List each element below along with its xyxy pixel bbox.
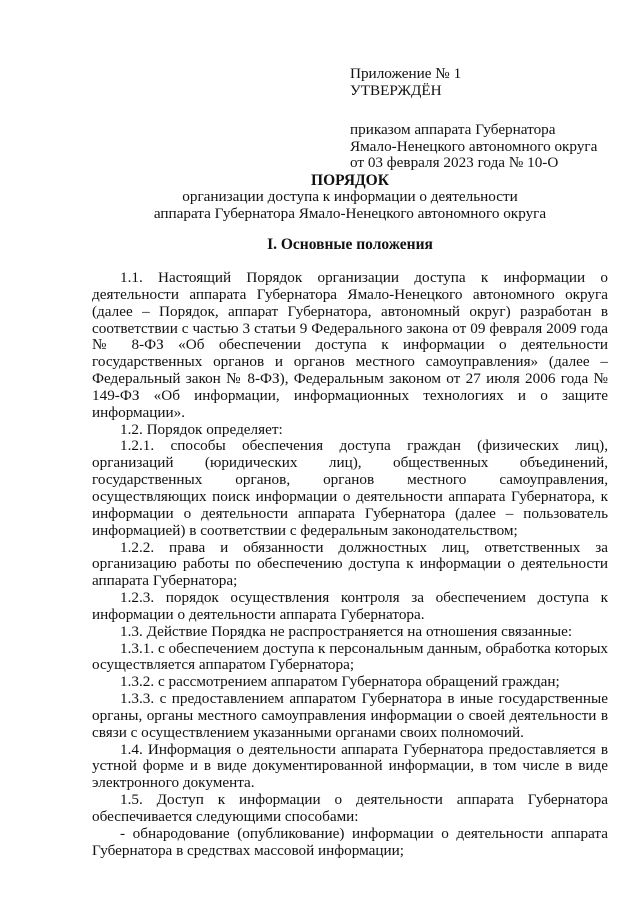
region-name: Ямало-Ненецкого автономного округа — [350, 137, 598, 155]
document-title-block — [0, 172, 640, 222]
paragraph-1-2: 1.2. Порядок определяет: — [120, 420, 283, 438]
approval-block — [350, 66, 630, 172]
paragraph-1-5: 1.5. Доступ к информации о деятельности аппарата Губернатора обеспечивается следующими способами: — [92, 791, 608, 825]
order-date: от 03 февраля 2023 года № 10-О — [350, 154, 559, 171]
document-subtitle-line1: организации доступа к информации о деятельности — [182, 188, 518, 205]
paragraph-1-3: 1.3. Действие Порядка не распространяется на отношения связанные: — [120, 622, 573, 640]
paragraph-1-5-item: - обнародование (опубликование) информации о деятельности аппарата Губернатора в средствах массовой информации; — [92, 824, 608, 859]
paragraph-1-3-2: 1.3.2. с рассмотрением аппаратом Губернатора обращений граждан; — [120, 673, 560, 691]
document-title: ПОРЯДОК — [311, 172, 389, 189]
paragraph-1-3-3: 1.3.3. с предоставлением аппаратом Губернатора в иные государственные органы, органы местного самоуправления информации о своей деятельности в связи с осуществлением указанными органами своих полномочий. — [92, 690, 608, 741]
order-reference: приказом аппарата Губернатора — [350, 121, 556, 138]
approved-label: УТВЕРЖДЁН — [350, 81, 442, 99]
paragraph-1-2-2: 1.2.2. права и обязанности должностных лиц, ответственных за организацию работы по обеспечению доступа к информации о деятельности аппарата Губернатора; — [92, 538, 608, 590]
document-body — [92, 270, 608, 860]
paragraph-1-1: 1.1. Настоящий Порядок организации доступа к информации о деятельности аппарата Губернатора Ямало-Ненецкого автономного округа (далее – Порядок, аппарат Губернатора, автономный округ) разработан в соответствии с частью 3 статьи 9 Федерального закона от 09 февраля 2009 года № 8-ФЗ «Об обеспечении доступа к информации о деятельности государственных органов и органов местного самоуправления» (далее – Федеральный закон № 8-ФЗ), Федеральным законом от 27 июля 2006 года № 149-ФЗ «Об информации, информационных технологиях и о защите информации». — [92, 269, 608, 421]
paragraph-1-2-1: 1.2.1. способы обеспечения доступа граждан (физических лиц), организаций (юридических лиц), общественных объединений, государственных органов, органов местного самоуправления, осуществляющих поиск информации о деятельности аппарата Губернатора, к информации о деятельности аппарата Губернатора (далее – пользователь информацией) в соответствии с федеральным законодательством; — [92, 437, 608, 539]
paragraph-1-2-3: 1.2.3. порядок осуществления контроля за обеспечением доступа к информации о деятельности аппарата Губернатора. — [92, 589, 608, 623]
paragraph-1-3-1: 1.3.1. с обеспечением доступа к персональным данным, обработка которых осуществляется аппаратом Губернатора; — [92, 639, 608, 674]
document-subtitle-line2: аппарата Губернатора Ямало-Ненецкого автономного округа — [153, 204, 547, 222]
section-heading: I. Основные положения — [267, 236, 433, 253]
appendix-number: Приложение № 1 — [350, 65, 462, 82]
paragraph-1-4: 1.4. Информация о деятельности аппарата Губернатора предоставляется в устной форме и в виде документированной информации, в том числе в виде электронного документа. — [92, 740, 608, 792]
